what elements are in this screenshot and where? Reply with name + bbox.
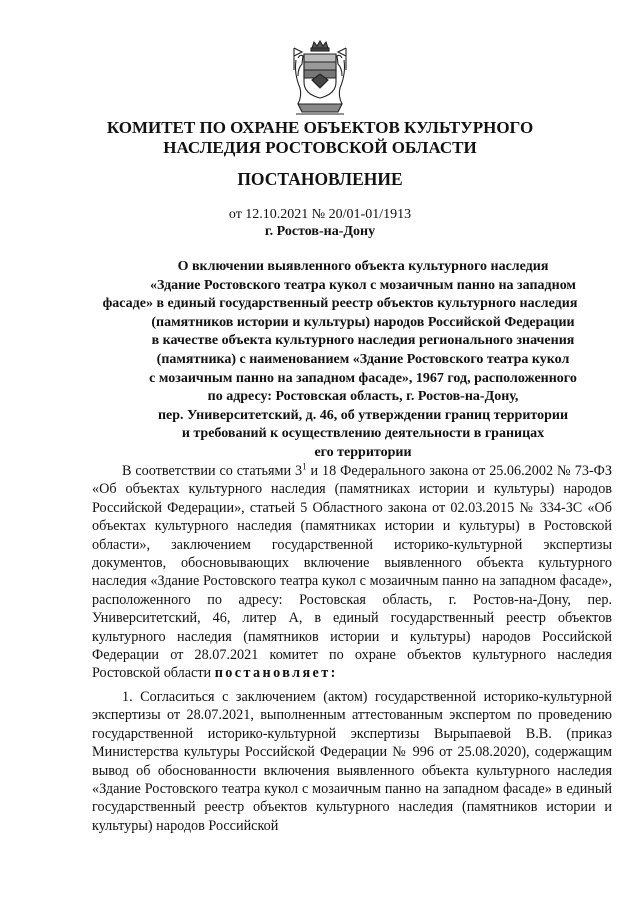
document-type: ПОСТАНОВЛЕНИЕ [237,169,403,189]
committee-title-line-1: КОМИТЕТ ПО ОХРАНЕ ОБЪЕКТОВ КУЛЬТУРНОГО [106,118,534,137]
subject-line: фасаде» в единый государственный реестр объектов культурного наследия [102,296,578,312]
coat-of-arms-emblem [292,40,348,118]
subject-line: (памятника) с наименованием «Здание Ростовского театра кукол [156,351,570,367]
committee-title [60,118,580,158]
resolution-subject [98,258,628,463]
clause-1-paragraph: 1. Согласиться с заключением (актом) государственной историко-культурной экспертизы от 28.07.2021, выполненным аттестованным экспертом по проведению государственной историко-культурной экспертизы Вырыпаевой В.В. (приказ Министерства культуры Российской Федерации № 996 от 25.08.2020), содержащим вывод об обоснованности включения выявленного объекта культурного наследия «Здание Ростовского театра кукол с мозаичным панно на западном фасаде» в единый государственный реестр объектов культурного наследия (памятников истории и культуры) народов Российской [92,689,612,834]
decree-word: постановляет: [214,665,338,682]
subject-line: с мозаичным панно на западном фасаде», 1967 год, расположенного [149,370,577,386]
committee-title-line-2: НАСЛЕДИЯ РОСТОВСКОЙ ОБЛАСТИ [163,138,477,157]
subject-line: О включении выявленного объекта культурного наследия [177,259,549,274]
preamble-paragraph [92,462,612,683]
city-name: г. Ростов-на-Дону [264,224,376,239]
subject-line: его территории [314,444,412,460]
subject-line: по адресу: Ростовская область, г. Ростов-на-Дону, [207,389,519,405]
date-and-number: от 12.10.2021 № 20/01-01/1913 [228,207,412,222]
preamble-text-start: В соответствии со статьями 3 [122,463,303,479]
preamble-text-rest: и 18 Федерального закона от 25.06.2002 № 73-ФЗ «Об объектах культурного наследия (памятниках истории и культуры) народов Российской Федерации», статьей 5 Областного закона от 02.03.2015 № 334-ЗС «Об объектах культурного наследия (памятниках истории и культуры) в Ростовской области», заключением государственной историко-культурной экспертизы документов, обосновывающих включение выявленного объекта культурного наследия «Здание Ростовского театра кукол с мозаичным панно на западном фасаде», расположенного по адресу: Ростовская область, г. Ростов-на-Дону, пер. Университетский, 46, литер А, в единый государственный реестр объектов культурного наследия (памятников истории и культуры) народов Российской Федерации от 28.07.2021 комитет по охране объектов культурного наследия Ростовской области [92,463,613,682]
subject-line: (памятников истории и культуры) народов Российской Федерации [151,314,575,330]
subject-line: «Здание Ростовского театра кукол с мозаичным панно на западном [150,277,576,293]
subject-line: в качестве объекта культурного наследия регионального значения [151,333,575,349]
article-superscript: 1 [302,461,307,472]
subject-line: и требований к осуществлению деятельности в границах [181,426,545,442]
subject-line: пер. Университетский, д. 46, об утверждении границ территории [157,407,569,423]
